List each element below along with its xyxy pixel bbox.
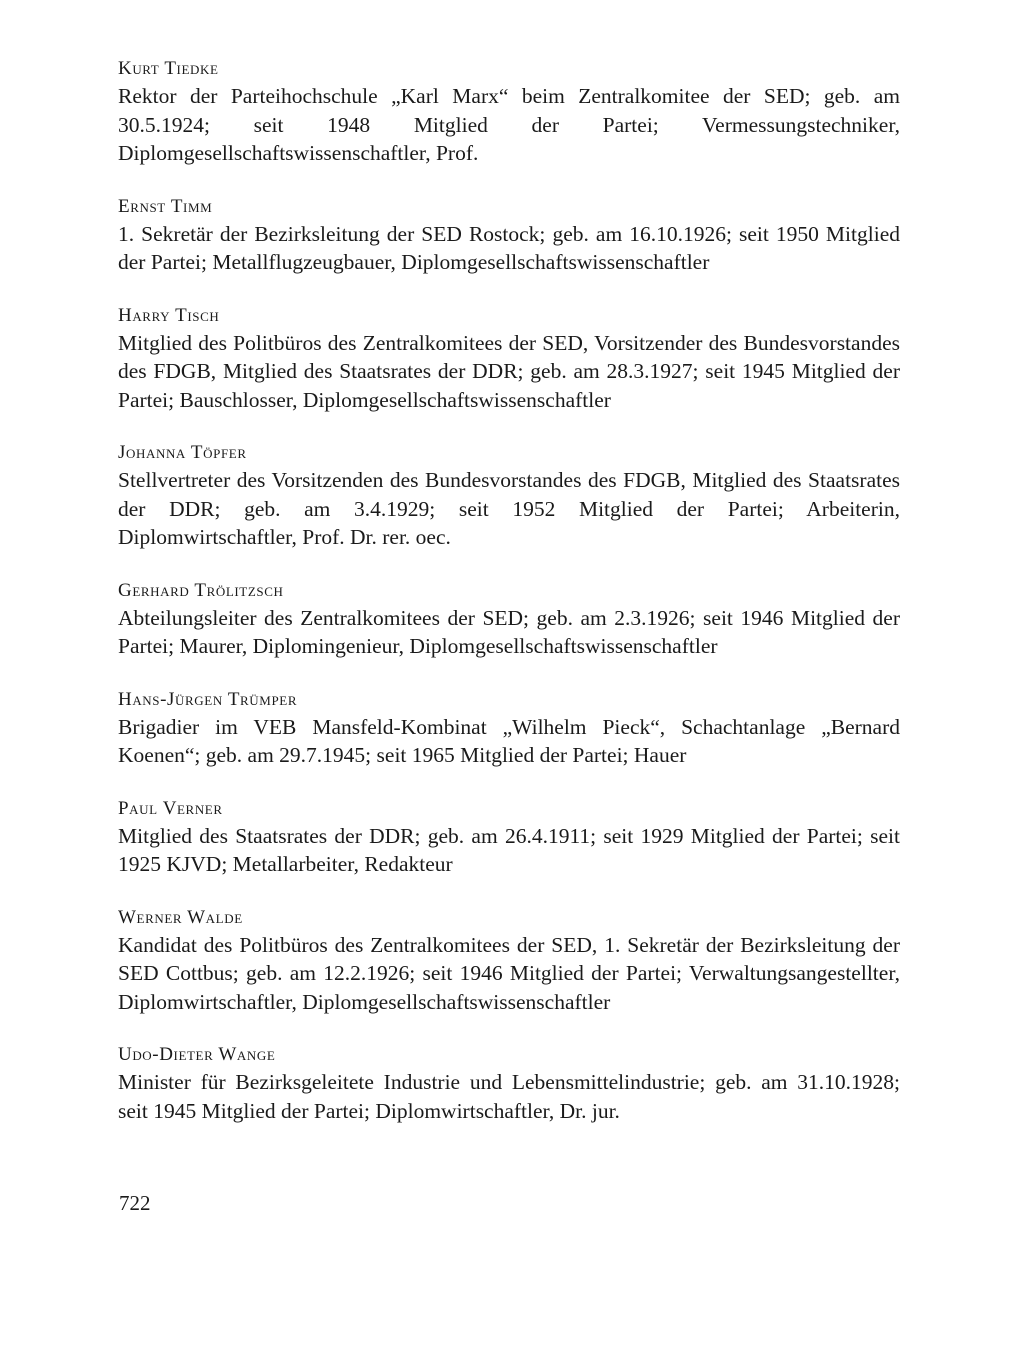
entry-description: 1. Sekretär der Bezirksleitung der SED Rostock; geb. am 16.10.1926; seit 1950 Mitglied der Partei; Metallflugzeugbauer, Diplomgesellschaftswissenschaftler — [118, 221, 900, 274]
entry-name: Udo-Dieter Wange — [118, 1044, 276, 1065]
entry-name: Werner Walde — [118, 906, 243, 928]
entry-description: Brigadier im VEB Mansfeld-Kombinat „Wilhelm Pieck“, Schachtanlage „Bernard Koenen“; geb. am 29.7.1945; seit 1965 Mitglied der Partei; Hauer — [118, 714, 900, 767]
entry-name: Paul Verner — [118, 797, 223, 819]
entry-description: Mitglied des Politbüros des Zentralkomitees der SED, Vorsitzender des Bundesvorstandes des FDGB, Mitglied des Staatsrates der DDR; geb. am 28.3.1927; seit 1945 Mitglied der Partei; Bauschlosser, Diplomgesellschaftswissenschaftler — [118, 330, 900, 412]
entry-description: Rektor der Parteihochschule „Karl Marx“ beim Zentralkomitee der SED; geb. am 30.5.1924; seit 1948 Mitglied der Partei; Vermessungstechniker, Diplomgesellschaftswissenschaftler, Prof. — [118, 84, 900, 165]
document-body — [118, 56, 900, 1151]
entry-kurt-tiedke — [118, 56, 900, 168]
entry-harry-tisch — [118, 303, 900, 415]
entry-werner-walde — [118, 905, 900, 1017]
entry-hans-juergen-truemper — [118, 687, 900, 770]
entry-description: Stellvertreter des Vorsitzenden des Bundesvorstandes des FDGB, Mitglied des Staatsrates der DDR; geb. am 3.4.1929; seit 1952 Mitglied der Partei; Arbeiterin, Diplomwirtschaftler, Prof. Dr. rer. oec. — [118, 468, 900, 549]
entry-name: Johanna Töpfer — [118, 442, 247, 463]
entry-johanna-toepfer — [118, 440, 900, 552]
entry-udo-dieter-wange — [118, 1042, 900, 1125]
entry-name: Harry Tisch — [118, 304, 220, 326]
entry-paul-verner — [118, 796, 900, 879]
entry-description: Kandidat des Politbüros des Zentralkomitees der SED, 1. Sekretär der Bezirksleitung der SED Cottbus; geb. am 12.2.1926; seit 1946 Mitglied der Partei; Verwaltungsangestellter, Diplomwirtschaftler, Diplomgesellschaftswissenschaftler — [118, 932, 900, 1014]
page-number: 722 — [119, 1191, 151, 1215]
entry-name: Hans-Jürgen Trümper — [118, 688, 298, 710]
entry-ernst-timm — [118, 194, 900, 277]
entry-description: Abteilungsleiter des Zentralkomitees der SED; geb. am 2.3.1926; seit 1946 Mitglied der Partei; Maurer, Diplomingenieur, Diplomgesellschaftswissenschaftler — [118, 605, 900, 658]
entry-name: Ernst Timm — [118, 195, 213, 217]
entry-name: Gerhard Trölitzsch — [118, 579, 284, 601]
entry-gerhard-troelitzsch — [118, 578, 900, 661]
entry-description: Minister für Bezirksgeleitete Industrie und Lebensmittelindustrie; geb. am 31.10.1928; seit 1945 Mitglied der Partei; Diplomwirtschaftler, Dr. jur. — [118, 1070, 900, 1123]
entry-description: Mitglied des Staatsrates der DDR; geb. am 26.4.1911; seit 1929 Mitglied der Partei; seit 1925 KJVD; Metallarbeiter, Redakteur — [118, 823, 900, 876]
entry-name: Kurt Tiedke — [118, 58, 219, 79]
